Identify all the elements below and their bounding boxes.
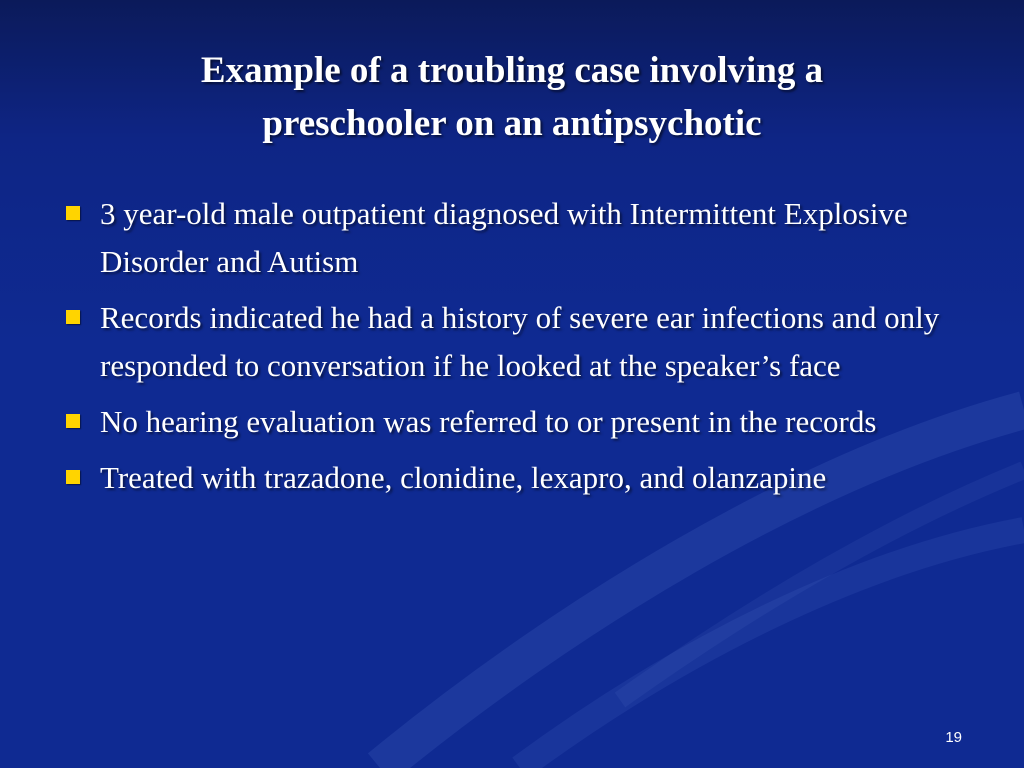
square-bullet-icon bbox=[66, 310, 80, 324]
bullet-text: 3 year-old male outpatient diagnosed with Intermittent Explosive Disorder and Autism bbox=[100, 196, 908, 279]
square-bullet-icon bbox=[66, 414, 80, 428]
square-bullet-icon bbox=[66, 470, 80, 484]
bullet-item bbox=[60, 190, 960, 286]
page-number: 19 bbox=[945, 729, 962, 746]
bullet-text: Treated with trazadone, clonidine, lexapro, and olanzapine bbox=[100, 460, 827, 495]
bullet-item bbox=[60, 454, 960, 502]
bullet-item bbox=[60, 294, 960, 390]
slide-title-line-2: preschooler on an antipsychotic bbox=[262, 103, 762, 144]
bullet-list bbox=[60, 190, 960, 510]
square-bullet-icon bbox=[66, 206, 80, 220]
bullet-text: No hearing evaluation was referred to or present in the records bbox=[100, 404, 877, 439]
slide-title-line-1: Example of a troubling case involving a bbox=[200, 50, 824, 91]
bullet-item bbox=[60, 398, 960, 446]
slide-title bbox=[60, 44, 964, 150]
bullet-text: Records indicated he had a history of severe ear infections and only responded to conversation if he looked at the speaker’s face bbox=[100, 300, 940, 383]
